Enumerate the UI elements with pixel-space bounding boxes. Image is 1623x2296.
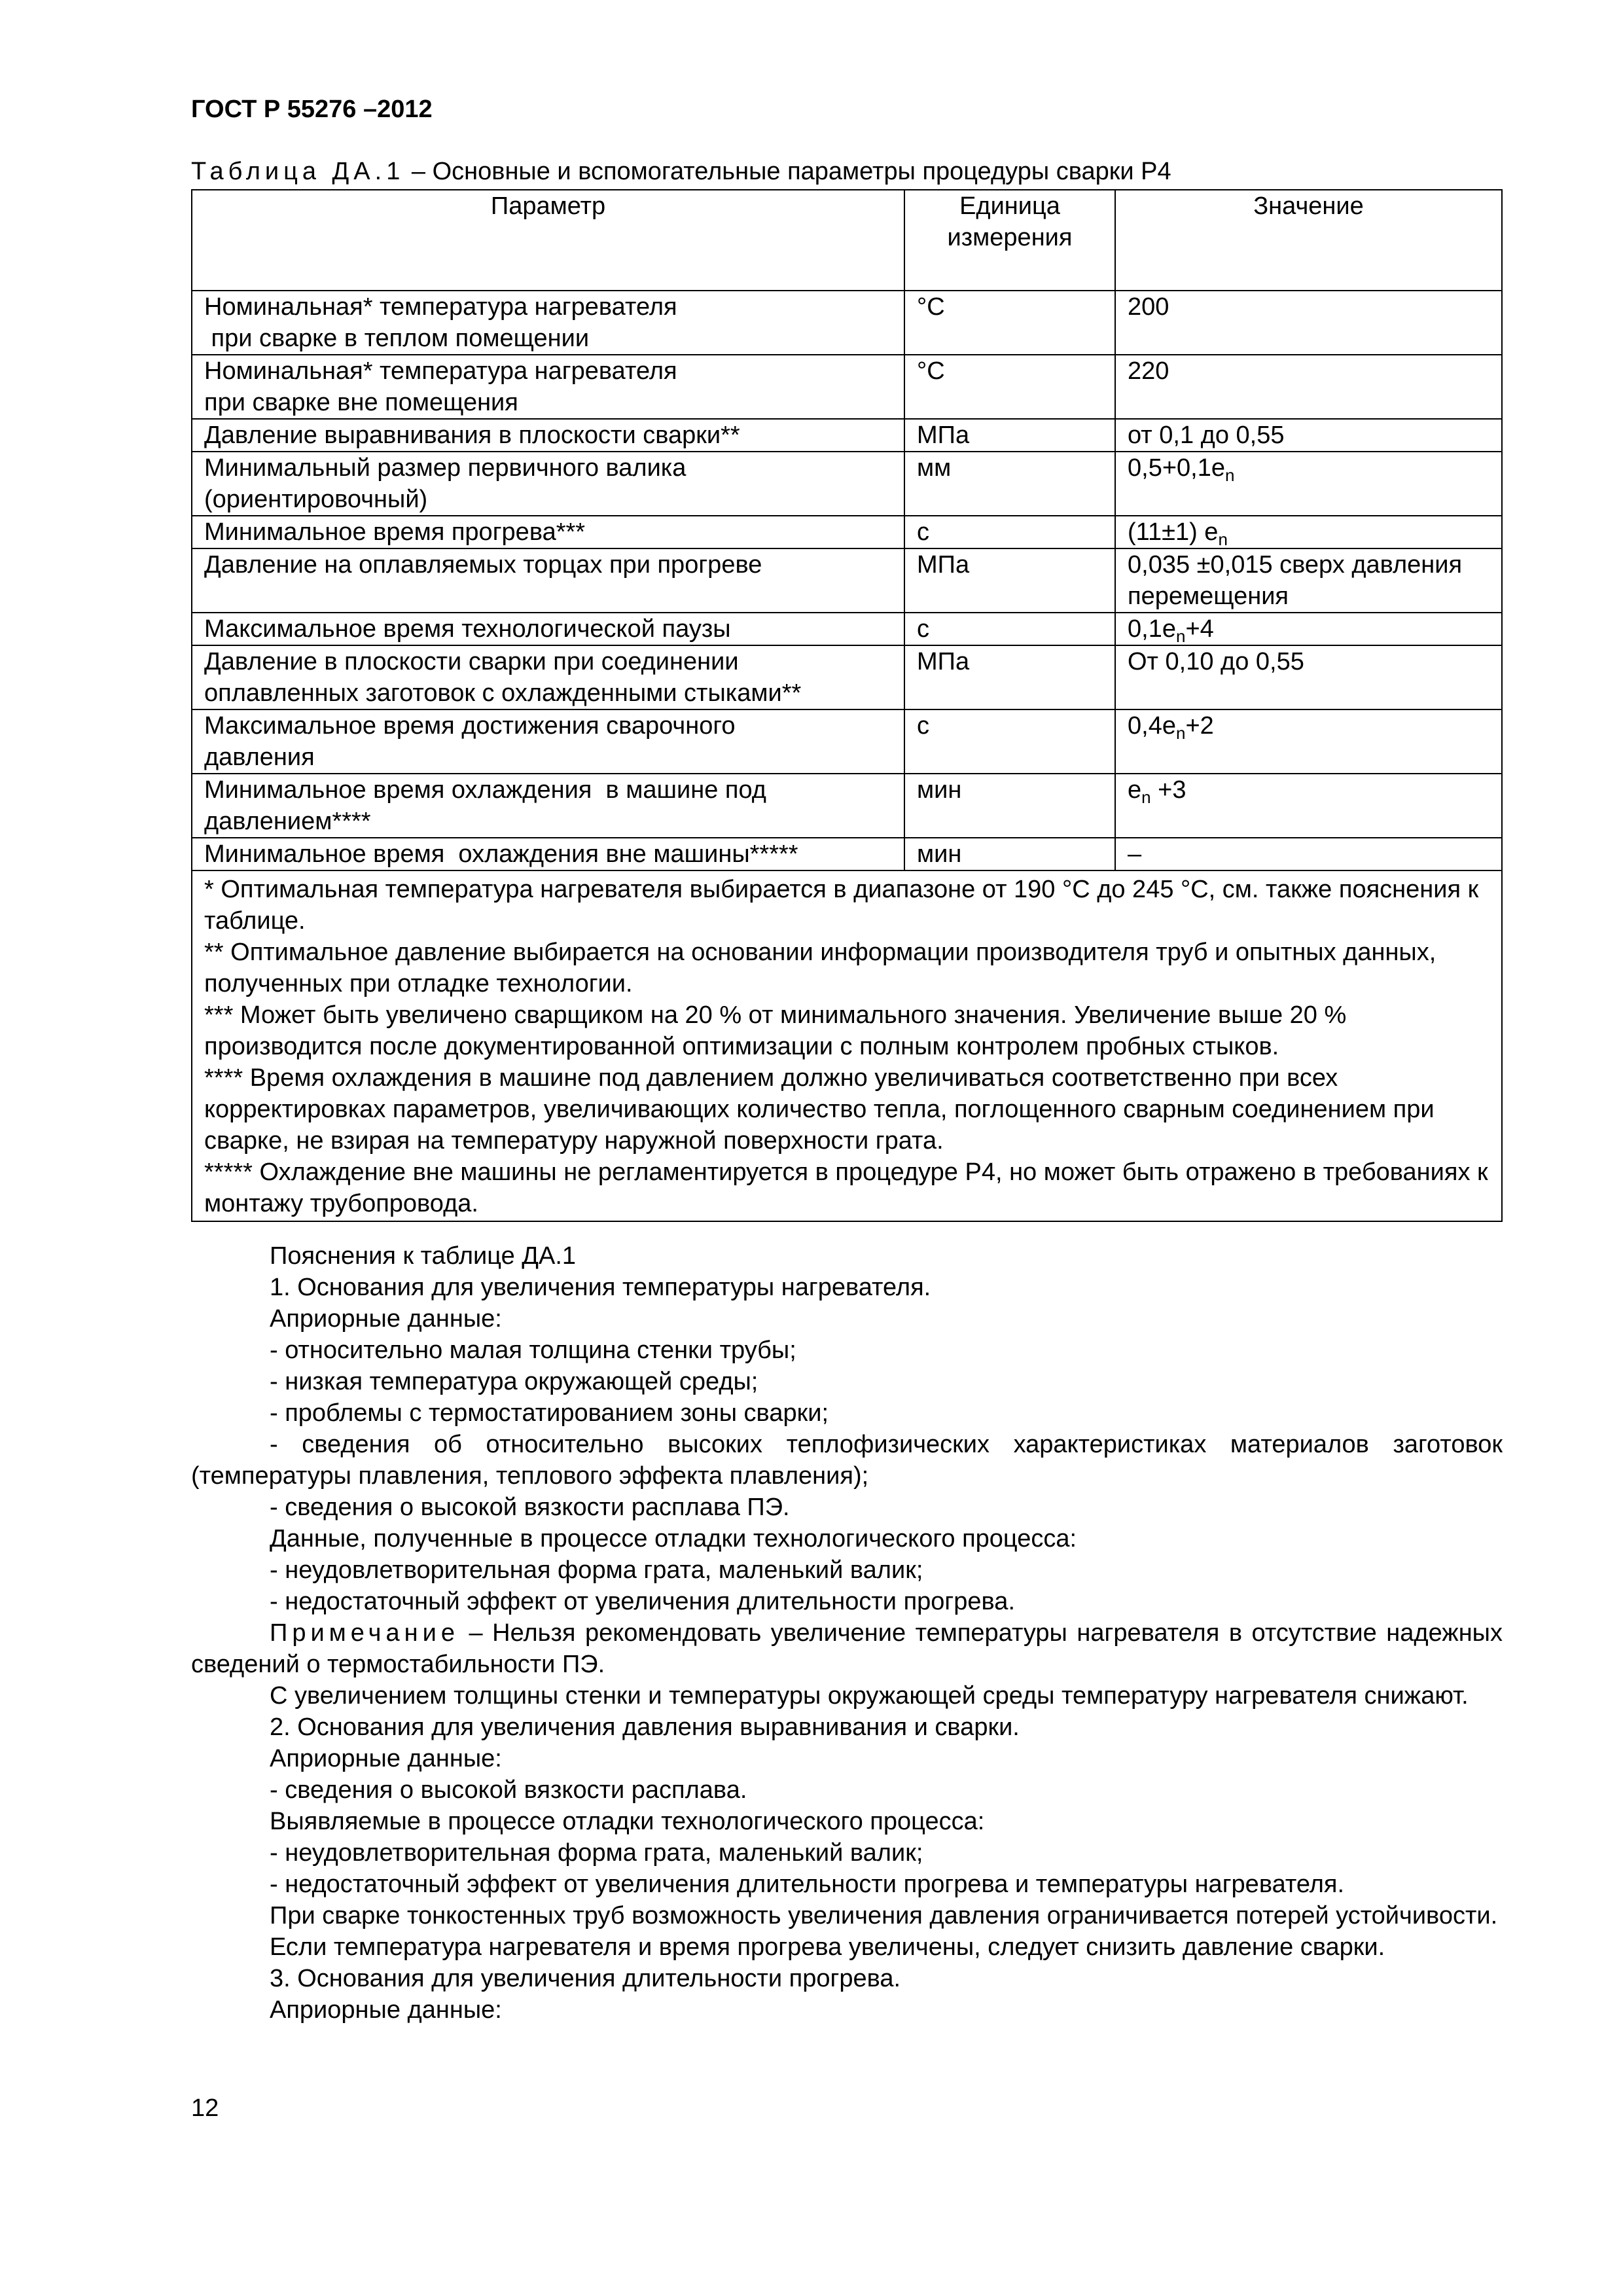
table-row — [192, 613, 1502, 645]
value-text: 0,4e — [1128, 712, 1176, 740]
value-subscript: n — [1141, 787, 1151, 807]
table-caption-text: – Основные и вспомогательные параметры процедуры сварки Р4 — [404, 158, 1171, 185]
parameter-line: при сварке вне помещения — [204, 389, 518, 416]
parameter-line: Максимальное время достижения сварочного — [204, 712, 736, 740]
column-header-parameter: Параметр — [192, 190, 904, 291]
value-cell — [1115, 709, 1502, 774]
parameters-table — [191, 189, 1503, 1222]
unit-cell: °С — [904, 291, 1115, 355]
unit-cell: МПа — [904, 548, 1115, 613]
table-header-row — [192, 190, 1502, 291]
page-number: 12 — [191, 2094, 219, 2122]
section-1-closing: С увеличением толщины стенки и температуры окружающей среды температуру нагревателя снижают. — [270, 1682, 1469, 1710]
value-cell — [1115, 452, 1502, 516]
parameter-line: давления — [204, 744, 315, 771]
value-cell — [1115, 645, 1502, 709]
value-subscript: n — [1218, 529, 1228, 549]
value-text: 200 — [1128, 293, 1169, 321]
section-3-title: 3. Основания для увеличения длительности прогрева. — [270, 1965, 901, 1992]
unit-cell: мин — [904, 774, 1115, 838]
table-row — [192, 838, 1502, 870]
table-note: * Оптимальная температура нагревателя выбирается в диапазоне от 190 °С до 245 °С, см. также пояснения к таблице. — [204, 876, 1479, 935]
table-row — [192, 452, 1502, 516]
value-subscript: n — [1175, 723, 1186, 743]
value-suffix: +4 — [1185, 615, 1214, 643]
table-row — [192, 548, 1502, 613]
parameter-cell — [192, 452, 904, 516]
unit-cell: МПа — [904, 419, 1115, 452]
unit-cell: мин — [904, 838, 1115, 870]
list-item: - низкая температура окружающей среды; — [270, 1368, 758, 1395]
table-note: **** Время охлаждения в машине под давлением должно увеличиваться соответственно при всех корректировках параметров, увеличивающих количество тепла, поглощенного сварным соединением при сварке, не взирая на температуру наружной поверхности грата. — [204, 1064, 1435, 1155]
section-2-debug: Выявляемые в процессе отладки технологического процесса: — [270, 1808, 985, 1835]
value-suffix: +3 — [1150, 776, 1186, 804]
list-item: - недостаточный эффект от увеличения длительности прогрева и температуры нагревателя. — [270, 1871, 1345, 1898]
table-note: *** Может быть увеличено сварщиком на 20 % от минимального значения. Увеличение выше 20 % производится после документированной оптимизации с полным контролем пробных стыков. — [204, 1001, 1347, 1060]
table-note: ** Оптимальное давление выбирается на основании информации производителя труб и опытных данных, полученных при отладке технологии. — [204, 939, 1436, 997]
parameter-cell — [192, 548, 904, 613]
table-notes — [192, 870, 1502, 1221]
page-header: ГОСТ Р 55276 –2012 — [191, 96, 433, 123]
list-item: - сведения об относительно высоких теплофизических характеристиках материалов заготовок (температуры плавления, теплового эффекта плавления); — [191, 1431, 1503, 1490]
parameter-line: Минимальное время охлаждения вне машины***** — [204, 840, 798, 868]
value-subscript: n — [1224, 465, 1235, 485]
parameter-cell — [192, 516, 904, 548]
value-cell — [1115, 516, 1502, 548]
explanations-title: Пояснения к таблице ДА.1 — [270, 1242, 577, 1270]
table-note: ***** Охлаждение вне машины не регламентируется в процедуре Р4, но может быть отражено в требованиях к монтажу трубопровода. — [204, 1158, 1488, 1217]
list-item: - сведения о высокой вязкости расплава. — [270, 1776, 747, 1804]
unit-cell: с — [904, 516, 1115, 548]
table-row — [192, 645, 1502, 709]
note-paragraph — [191, 1617, 1503, 1680]
section-3-apriori: Априорные данные: — [270, 1996, 502, 2024]
value-subscript: n — [1175, 626, 1186, 646]
parameter-line: (ориентировочный) — [204, 486, 428, 513]
value-text: e — [1128, 776, 1142, 804]
parameter-line: Минимальный размер первичного валика — [204, 454, 687, 482]
parameter-cell — [192, 838, 904, 870]
value-text: 0,035 ±0,015 сверх давления перемещения — [1128, 551, 1469, 610]
parameter-line: Номинальная* температура нагревателя — [204, 357, 677, 385]
table-row — [192, 774, 1502, 838]
section-1-apriori: Априорные данные: — [270, 1305, 502, 1333]
section-2-paragraph: Если температура нагревателя и время прогрева увеличены, следует снизить давление сварки. — [270, 1933, 1385, 1961]
column-header-unit: Единица измерения — [904, 190, 1115, 291]
section-1-title: 1. Основания для увеличения температуры нагревателя. — [270, 1274, 931, 1301]
unit-cell: °С — [904, 355, 1115, 419]
parameter-line: Давление на оплавляемых торцах при прогреве — [204, 551, 762, 579]
parameter-line: Максимальное время технологической паузы — [204, 615, 731, 643]
parameter-line: Минимальное время охлаждения в машине под — [204, 776, 766, 804]
parameter-line: Давление выравнивания в плоскости сварки** — [204, 422, 740, 449]
list-item: - неудовлетворительная форма грата, маленький валик; — [270, 1839, 923, 1867]
value-cell — [1115, 419, 1502, 452]
unit-cell: мм — [904, 452, 1115, 516]
parameter-line: Номинальная* температура нагревателя — [204, 293, 677, 321]
value-cell — [1115, 355, 1502, 419]
value-cell — [1115, 838, 1502, 870]
parameter-line: давлением**** — [204, 808, 371, 835]
table-caption — [191, 157, 1171, 186]
note-label: Примечание — [270, 1619, 459, 1647]
parameter-cell — [192, 291, 904, 355]
section-1-debug: Данные, полученные в процессе отладки технологического процесса: — [270, 1525, 1077, 1552]
section-2-apriori: Априорные данные: — [270, 1745, 502, 1772]
value-text: от 0,1 до 0,55 — [1128, 422, 1285, 449]
parameter-line: при сварке в теплом помещении — [204, 325, 590, 352]
list-item: - относительно малая толщина стенки трубы; — [270, 1336, 796, 1364]
unit-cell: с — [904, 709, 1115, 774]
table-row — [192, 516, 1502, 548]
explanations-section — [191, 1240, 1503, 2026]
value-text: 0,1e — [1128, 615, 1176, 643]
table-notes-row — [192, 870, 1502, 1221]
parameter-cell — [192, 774, 904, 838]
column-header-value: Значение — [1115, 190, 1502, 291]
value-text: (11±1) e — [1128, 518, 1219, 546]
table-row — [192, 419, 1502, 452]
parameter-cell — [192, 419, 904, 452]
note-text: – Нельзя рекомендовать увеличение температуры нагревателя в отсутствие надежных сведений о термостабильности ПЭ. — [191, 1619, 1503, 1678]
table-row — [192, 709, 1502, 774]
parameter-line: Давление в плоскости сварки при соединении — [204, 648, 739, 675]
list-item: - сведения о высокой вязкости расплава ПЭ. — [270, 1494, 790, 1521]
table-row — [192, 291, 1502, 355]
value-text: – — [1128, 840, 1142, 868]
list-item: - неудовлетворительная форма грата, маленький валик; — [270, 1556, 923, 1584]
unit-cell: МПа — [904, 645, 1115, 709]
section-2-paragraph: При сварке тонкостенных труб возможность увеличения давления ограничивается потерей устойчивости. — [270, 1902, 1498, 1929]
section-2-title: 2. Основания для увеличения давления выравнивания и сварки. — [270, 1713, 1020, 1741]
list-item: - проблемы с термостатированием зоны сварки; — [270, 1399, 829, 1427]
value-text: От 0,10 до 0,55 — [1128, 648, 1304, 675]
value-suffix: +2 — [1185, 712, 1214, 740]
unit-cell: с — [904, 613, 1115, 645]
parameter-line: Минимальное время прогрева*** — [204, 518, 586, 546]
parameter-cell — [192, 613, 904, 645]
value-text: 0,5+0,1e — [1128, 454, 1225, 482]
value-cell — [1115, 291, 1502, 355]
list-item: - недостаточный эффект от увеличения длительности прогрева. — [270, 1588, 1015, 1615]
parameter-cell — [192, 355, 904, 419]
table-caption-label: Таблица ДА.1 — [191, 158, 405, 185]
parameter-cell — [192, 709, 904, 774]
value-text: 220 — [1128, 357, 1169, 385]
table-row — [192, 355, 1502, 419]
value-cell — [1115, 548, 1502, 613]
value-cell — [1115, 774, 1502, 838]
parameter-line: оплавленных заготовок с охлажденными стыками** — [204, 679, 802, 707]
parameter-cell — [192, 645, 904, 709]
value-cell — [1115, 613, 1502, 645]
